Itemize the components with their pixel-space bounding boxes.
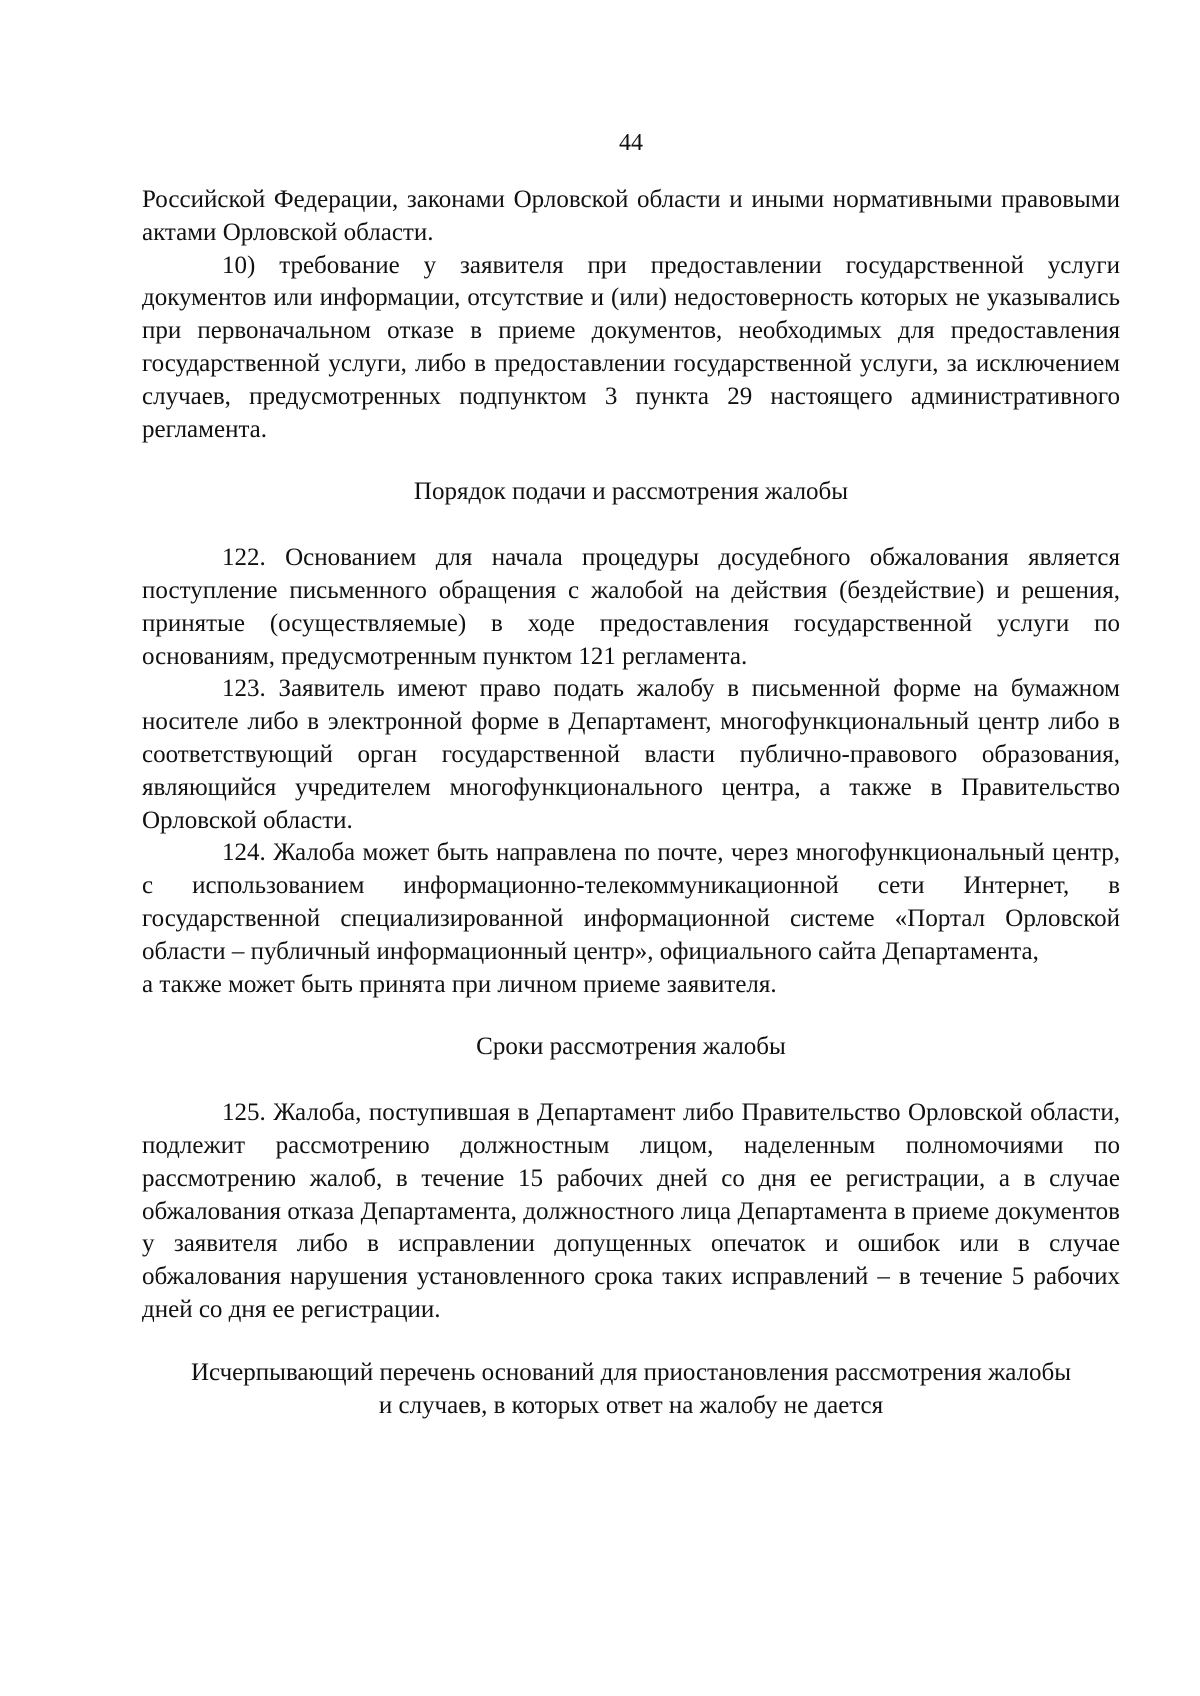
- page-number: 44: [619, 130, 643, 156]
- section-heading-line-2: и случаев, в которых ответ на жалобу не дается: [378, 1391, 884, 1419]
- document-body: [142, 184, 1120, 1455]
- paragraph-125: 125. Жалоба, поступившая в Департамент либо Правительство Орловской области, подлежит рассмотрению должностным лицом, наделенным полномочиями по рассмотрению жалоб, в течение 15 рабочих дней со дня ее регистрации, а в случае обжалования отказа Департамента, должностного лица Департамента в приеме документов у заявителя либо в исправлении допущенных опечаток и ошибок или в случае обжалования нарушения установленного срока таких исправлений – в течение 5 рабочих дней со дня ее регистрации.: [142, 1099, 1120, 1323]
- section-heading-review-terms: Сроки рассмотрения жалобы: [476, 1033, 786, 1061]
- section-heading-complaint-procedure: Порядок подачи и рассмотрения жалобы: [413, 478, 849, 506]
- paragraph-item-10: 10) требование у заявителя при предоставлении государственной услуги документов или информации, отсутствие и (или) недостоверность которых не указывались при первоначальном отказе в приеме документов, необходимых для предоставления государственной услуги, либо в предоставлении государственной услуги, за исключением случаев, предусмотренных подпунктом 3 пункта 29 настоящего административного регламента.: [142, 251, 1120, 443]
- paragraph-continuation: Российской Федерации, законами Орловской области и иными нормативными правовыми актами Орловской области.: [142, 186, 1120, 246]
- paragraph-124: 124. Жалоба может быть направлена по почте, через многофункциональный центр, с использованием информационно-телекоммуникационной сети Интернет, в государственной специализированной информационной системе «Портал Орловской области – публичный информационный центр», официального сайта Департамента,: [142, 839, 1120, 965]
- paragraph-123: 123. Заявитель имеют право подать жалобу в письменной форме на бумажном носителе либо в электронной форме в Департамент, многофункциональный центр либо в соответствующий орган государственной власти публично-правового образования, являющийся учредителем многофункционального центра, а также в Правительство Орловской области.: [142, 675, 1120, 834]
- paragraph-122: 122. Основанием для начала процедуры досудебного обжалования является поступление письменного обращения с жалобой на действия (бездействие) и решения, принятые (осуществляемые) в ходе предоставления государственной услуги по основаниям, предусмотренным пунктом 121 регламента.: [142, 544, 1120, 670]
- section-heading-exhaustive-list: [128, 1357, 1134, 1423]
- document-page: [142, 0, 1120, 1696]
- section-heading-line-1: Исчерпывающий перечень оснований для приостановления рассмотрения жалобы: [190, 1358, 1072, 1386]
- paragraph-124-continuation: а также может быть принята при личном приеме заявителя.: [142, 970, 777, 998]
